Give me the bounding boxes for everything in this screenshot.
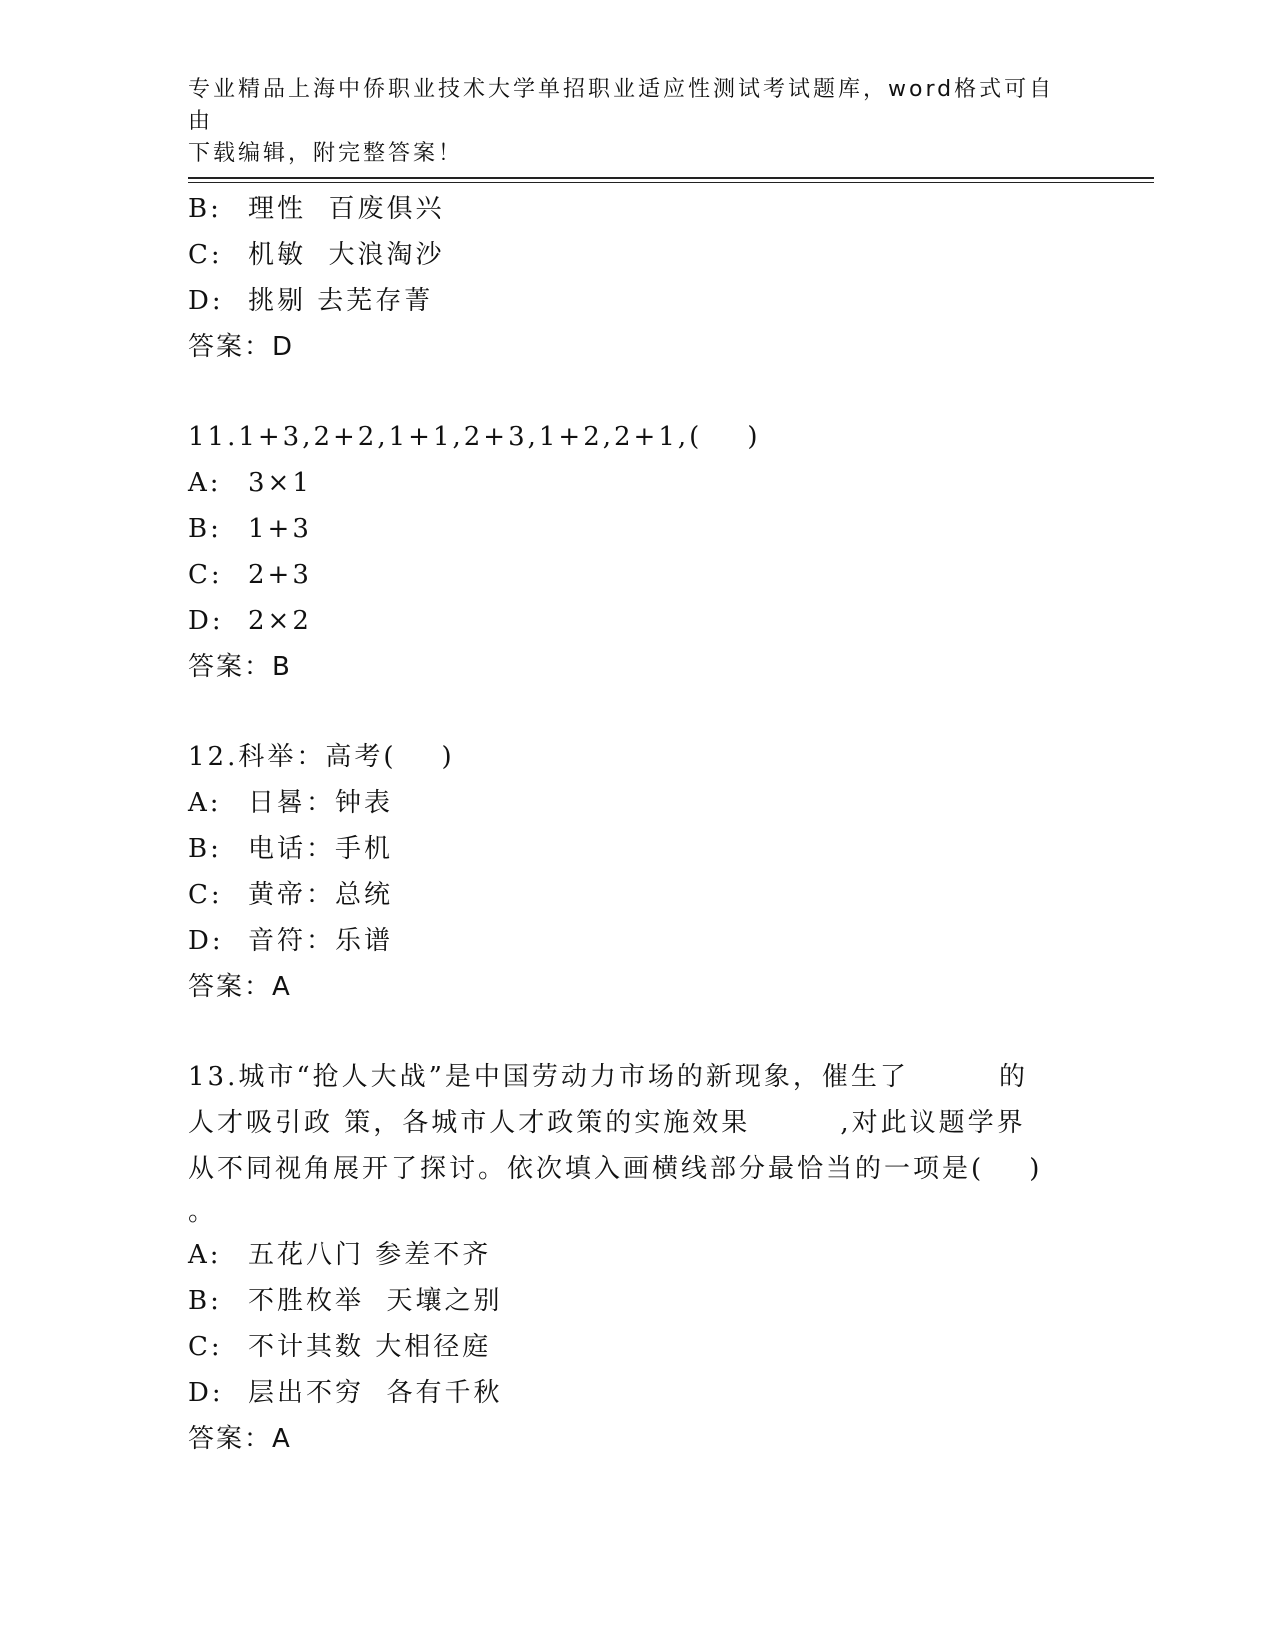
question-10	[188, 186, 1068, 370]
option-d	[188, 1370, 1068, 1416]
option-c	[188, 552, 1068, 598]
option-text: 机敏 大浪淘沙	[248, 240, 445, 270]
header-divider-thin	[188, 182, 1154, 183]
option-a	[188, 460, 1068, 506]
question-11	[188, 414, 1068, 690]
option-letter: D:	[188, 1378, 224, 1408]
question-stem-tail: 。	[188, 1197, 215, 1227]
option-text: 1+3	[248, 514, 312, 544]
option-text: 2×2	[248, 606, 312, 636]
option-letter: B:	[188, 834, 222, 864]
option-text: 不胜枚举 天壤之别	[248, 1286, 503, 1316]
question-stem-line-1: 13.城市“抢人大战”是中国劳动力市场的新现象，催生了 的	[188, 1062, 1029, 1092]
option-text: 挑剔 去芜存菁	[248, 286, 434, 316]
answer-line: 答案：A	[188, 972, 292, 1002]
option-b	[188, 186, 1068, 232]
option-text: 层出不穷 各有千秋	[248, 1378, 503, 1408]
option-b	[188, 826, 1068, 872]
option-a	[188, 780, 1068, 826]
question-list	[188, 186, 1068, 1462]
option-text: 黄帝：总统	[248, 880, 394, 910]
question-13	[188, 1054, 1068, 1462]
option-letter: A:	[188, 788, 222, 818]
question-12	[188, 734, 1068, 1010]
option-letter: B:	[188, 194, 222, 224]
option-letter: D:	[188, 606, 224, 636]
spacer	[188, 370, 1068, 414]
option-letter: D:	[188, 926, 224, 956]
option-c	[188, 872, 1068, 918]
option-letter: C:	[188, 560, 223, 590]
option-text: 不计其数 大相径庭	[248, 1332, 492, 1362]
option-letter: B:	[188, 1286, 222, 1316]
option-letter: C:	[188, 1332, 223, 1362]
question-stem-line-3: 从不同视角展开了探讨。依次填入画横线部分最恰当的一项是( )	[188, 1154, 1043, 1184]
spacer	[188, 690, 1068, 734]
header-line-2: 下载编辑，附完整答案！	[188, 141, 464, 166]
option-letter: A:	[188, 468, 222, 498]
option-letter: B:	[188, 514, 222, 544]
option-letter: C:	[188, 240, 223, 270]
option-c	[188, 232, 1068, 278]
header-line-1: 专业精品上海中侨职业技术大学单招职业适应性测试考试题库，word格式可自由	[188, 77, 1055, 134]
option-text: 2+3	[248, 560, 312, 590]
option-b	[188, 506, 1068, 552]
answer-line: 答案：D	[188, 332, 295, 362]
option-letter: C:	[188, 880, 223, 910]
option-text: 音符：乐谱	[248, 926, 394, 956]
option-a	[188, 1232, 1068, 1278]
option-text: 日晷：钟表	[248, 788, 394, 818]
option-b	[188, 1278, 1068, 1324]
header-divider-thick	[188, 177, 1154, 179]
spacer	[188, 1010, 1068, 1054]
answer-line: 答案：A	[188, 1424, 292, 1454]
answer-line: 答案：B	[188, 652, 292, 682]
option-text: 3×1	[248, 468, 312, 498]
option-text: 电话：手机	[248, 834, 394, 864]
option-letter: A:	[188, 1240, 222, 1270]
option-c	[188, 1324, 1068, 1370]
document-header	[188, 74, 1068, 170]
question-stem: 11.1+3,2+2,1+1,2+3,1+2,2+1,( )	[188, 422, 761, 452]
option-text: 五花八门 参差不齐	[248, 1240, 492, 1270]
option-d	[188, 918, 1068, 964]
option-text: 理性 百废俱兴	[248, 194, 445, 224]
option-d	[188, 598, 1068, 644]
option-letter: D:	[188, 286, 224, 316]
question-stem: 12.科举：高考( )	[188, 742, 455, 772]
question-stem-line-2: 人才吸引政 策，各城市人才政策的实施效果 ,对此议题学界	[188, 1108, 1026, 1138]
option-d	[188, 278, 1068, 324]
